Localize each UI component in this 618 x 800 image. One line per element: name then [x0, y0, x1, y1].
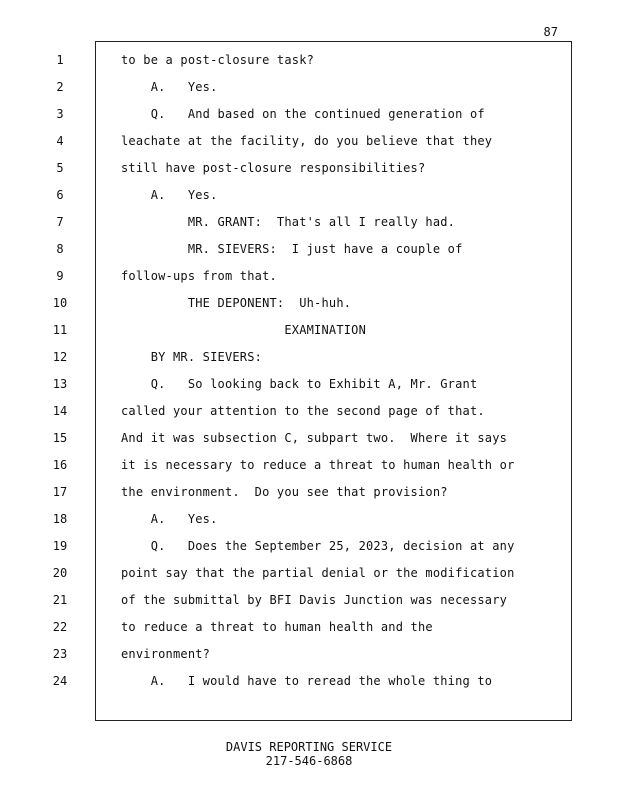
transcript-line: the environment. Do you see that provision?: [121, 485, 448, 499]
transcript-line: MR. SIEVERS: I just have a couple of: [121, 242, 463, 256]
reporting-service-name: DAVIS REPORTING SERVICE: [225, 740, 393, 754]
line-number: 5: [56, 161, 64, 175]
line-number: 20: [52, 566, 68, 580]
transcript-text: [121, 53, 561, 701]
line-number: 7: [56, 215, 64, 229]
transcript-line: called your attention to the second page of that.: [121, 404, 485, 418]
transcript-line: A. Yes.: [121, 80, 218, 94]
transcript-line: A. Yes.: [121, 512, 218, 526]
line-number: 19: [52, 539, 68, 553]
reporting-service-phone: 217-546-6868: [265, 754, 353, 768]
line-number: 22: [52, 620, 68, 634]
line-number: 14: [52, 404, 68, 418]
line-number-column: [40, 53, 80, 701]
transcript-line: THE DEPONENT: Uh-huh.: [121, 296, 352, 310]
line-number: 23: [52, 647, 68, 661]
line-number: 21: [52, 593, 68, 607]
line-number: 17: [52, 485, 68, 499]
line-number: 8: [56, 242, 64, 256]
transcript-line: MR. GRANT: That's all I really had.: [121, 215, 456, 229]
line-number: 6: [56, 188, 64, 202]
line-number: 18: [52, 512, 68, 526]
transcript-line: to be a post-closure task?: [121, 53, 315, 67]
transcript-line: A. I would have to reread the whole thing to: [121, 674, 493, 688]
transcript-line: it is necessary to reduce a threat to human health or: [121, 458, 515, 472]
transcript-line: Q. Does the September 25, 2023, decision at any: [121, 539, 515, 553]
line-number: 10: [52, 296, 68, 310]
line-number: 9: [56, 269, 64, 283]
line-number: 13: [52, 377, 68, 391]
line-number: 15: [52, 431, 68, 445]
line-number: 11: [52, 323, 68, 337]
transcript-line: of the submittal by BFI Davis Junction was necessary: [121, 593, 508, 607]
transcript-line: Q. So looking back to Exhibit A, Mr. Grant: [121, 377, 478, 391]
transcript-line: A. Yes.: [121, 188, 218, 202]
line-number: 1: [56, 53, 64, 67]
footer: [0, 740, 618, 768]
line-number: 3: [56, 107, 64, 121]
transcript-line: point say that the partial denial or the modification: [121, 566, 515, 580]
line-number: 2: [56, 80, 64, 94]
transcript-line: Q. And based on the continued generation of: [121, 107, 485, 121]
transcript-line: environment?: [121, 647, 211, 661]
line-number: 24: [52, 674, 68, 688]
line-number: 4: [56, 134, 64, 148]
section-heading: EXAMINATION: [121, 323, 367, 337]
transcript-line: BY MR. SIEVERS:: [121, 350, 263, 364]
line-number: 12: [52, 350, 68, 364]
page-number: 87: [543, 25, 558, 39]
transcript-line: And it was subsection C, subpart two. Where it says: [121, 431, 508, 445]
transcript-line: to reduce a threat to human health and the: [121, 620, 433, 634]
transcript-line: follow-ups from that.: [121, 269, 277, 283]
transcript-line: leachate at the facility, do you believe that they: [121, 134, 493, 148]
line-number: 16: [52, 458, 68, 472]
transcript-line: still have post-closure responsibilities?: [121, 161, 426, 175]
